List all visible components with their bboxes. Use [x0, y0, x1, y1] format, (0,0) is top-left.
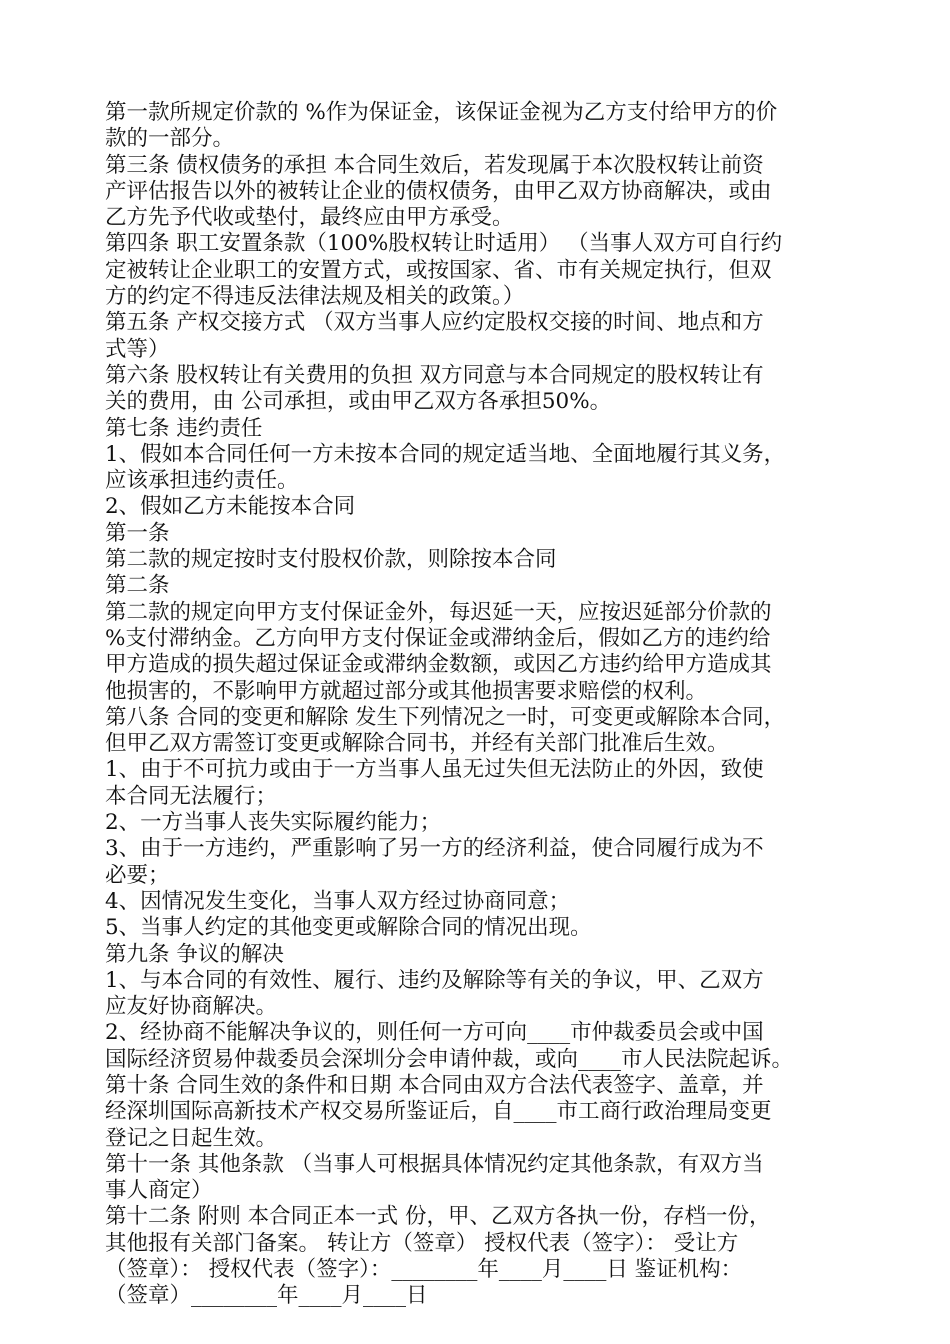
text-line: 应该承担违约责任。 [105, 468, 299, 494]
text-line: 5、当事人约定的其他变更或解除合同的情况出现。 [105, 915, 592, 941]
text-line: %支付滞纳金。乙方向甲方支付保证金或滞纳金后，假如乙方的违约给 [105, 625, 771, 651]
text-line: 第二款的规定向甲方支付保证金外，每迟延一天，应按迟延部分价款的 [105, 599, 772, 625]
text-line: 1、与本合同的有效性、履行、违约及解除等有关的争议，甲、乙双方 [105, 967, 764, 993]
text-line: 式等） [105, 336, 170, 362]
text-line: 2、经协商不能解决争议的，则任何一方可向____市仲裁委员会或中国 [105, 1020, 764, 1046]
text-line: 方的约定不得违反法律法规及相关的政策。） [105, 284, 525, 310]
text-line: 第十条 合同生效的条件和日期 本合同由双方合法代表签字、盖章，并 [105, 1072, 764, 1098]
text-line: 第三条 债权债务的承担 本合同生效后，若发现属于本次股权转让前资 [105, 152, 764, 178]
text-line: 乙方先予代收或垫付，最终应由甲方承受。 [105, 205, 514, 231]
text-line: 第二款的规定按时支付股权价款，则除按本合同 [105, 547, 557, 573]
text-line: 事人商定） [105, 1178, 213, 1204]
text-line: 第五条 产权交接方式 （双方当事人应约定股权交接的时间、地点和方 [105, 310, 764, 336]
text-line: 第六条 股权转让有关费用的负担 双方同意与本合同规定的股权转让有 [105, 362, 764, 388]
text-line: 4、因情况发生变化，当事人双方经过协商同意； [105, 888, 571, 914]
text-line: 定被转让企业职工的安置方式，或按国家、省、市有关规定执行，但双 [105, 257, 772, 283]
contract-text [105, 100, 857, 1310]
text-line: 国际经济贸易仲裁委员会深圳分会申请仲裁，或向____市人民法院起诉。 [105, 1046, 794, 1072]
text-line: （签章）________年____月____日 [105, 1283, 428, 1309]
text-line: 其他报有关部门备案。 转让方（签章） 授权代表（签字）： 受让方 [105, 1230, 739, 1256]
text-line: 第八条 合同的变更和解除 发生下列情况之一时，可变更或解除本合同， [105, 704, 786, 730]
text-line: 第九条 争议的解决 [105, 941, 284, 967]
text-line: 2、假如乙方未能按本合同 [105, 494, 356, 520]
text-line: 1、由于不可抗力或由于一方当事人虽无过失但无法防止的外因，致使 [105, 757, 764, 783]
text-line: 必要； [105, 862, 170, 888]
text-line: 本合同无法履行； [105, 783, 278, 809]
text-line: 3、由于一方违约，严重影响了另一方的经济利益，使合同履行成为不 [105, 836, 764, 862]
text-line: 甲方造成的损失超过保证金或滞纳金数额，或因乙方违约给甲方造成其 [105, 652, 772, 678]
text-line: 第二条 [105, 573, 170, 599]
text-line: 第一款所规定价款的 %作为保证金，该保证金视为乙方支付给甲方的价 [105, 100, 778, 125]
text-line: 1、假如本合同任何一方未按本合同的规定适当地、全面地履行其义务， [105, 441, 786, 467]
text-line: 经深圳国际高新技术产权交易所鉴证后，自____市工商行政治理局变更 [105, 1099, 772, 1125]
text-line: （签章）： 授权代表（签字）：________年____月____日 鉴证机构： [105, 1257, 743, 1283]
text-line: 关的费用，由 公司承担，或由甲乙双方各承担50%。 [105, 389, 612, 415]
text-line: 第七条 违约责任 [105, 415, 263, 441]
text-line: 但甲乙双方需签订变更或解除合同书，并经有关部门批准后生效。 [105, 731, 729, 757]
text-line: 第四条 职工安置条款（100%股权转让时适用） （当事人双方可自行约 [105, 231, 783, 257]
text-line: 产评估报告以外的被转让企业的债权债务，由甲乙双方协商解决，或由 [105, 178, 772, 204]
text-line: 应友好协商解决。 [105, 994, 278, 1020]
text-line: 第十一条 其他条款 （当事人可根据具体情况约定其他条款，有双方当 [105, 1151, 764, 1177]
text-line: 款的一部分。 [105, 126, 235, 152]
text-line: 登记之日起生效。 [105, 1125, 278, 1151]
text-line: 他损害的，不影响甲方就超过部分或其他损害要求赔偿的权利。 [105, 678, 708, 704]
text-line: 2、一方当事人丧失实际履约能力； [105, 810, 442, 836]
text-line: 第一条 [105, 520, 170, 546]
text-line: 第十二条 附则 本合同正本一式 份，甲、乙双方各执一份，存档一份， [105, 1204, 771, 1230]
